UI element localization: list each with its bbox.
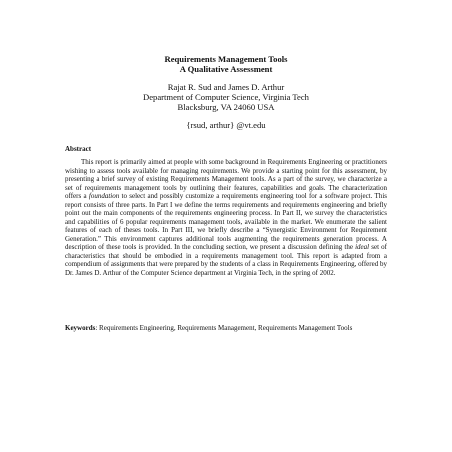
abstract-text: This report is primarily aimed at people with some background in Requirements Engineering or practitioners wishing to assess tools available for managing requirements. We provide a starting point for this assessment, by presenting a brief survey of existing Requirements Management tools. As a part of the survey, we characterize a set of requirements management tools by outlining their features, capabilities and goals. The characterization offers a [65, 158, 387, 200]
keywords [65, 324, 387, 333]
paper-title [0, 54, 452, 74]
abstract-text: set of characteristics that should be embodied in a requirements management tool. This report is adapted from a compendium of assignments that were prepared by the students of a class in Requirements Engineering, offered by Dr. James D. Arthur of the Computer Science department at Virginia Tech, in the spring of 2002. [65, 243, 388, 277]
subtitle-line: A Qualitative Assessment [179, 64, 273, 74]
title-line: Requirements Management Tools [164, 54, 288, 64]
abstract-heading: Abstract [65, 145, 92, 153]
author-names: Rajat R. Sud and James D. Arthur [167, 82, 285, 92]
keywords-label: Keywords [65, 324, 96, 332]
abstract-emphasis-ideal: ideal [355, 243, 370, 251]
title-block [0, 54, 452, 130]
author-address: Blacksburg, VA 24060 USA [177, 102, 275, 112]
keywords-text: : Requirements Engineering, Requirements Management, Requirements Management Tools [95, 324, 353, 332]
abstract-body [65, 158, 387, 277]
author-emails: {rsud, arthur} @vt.edu [186, 120, 266, 130]
abstract-text: to select and possibly customize a requirements engineering tool for a software project. This report consists of three parts. In Part I we define the terms requirements and requirements engineering and briefly point out the main components of the requirements engineering process. In Part II, we survey the characteristics and capabilities of 6 popular requirements management tools, available in the market. We enumerate the salient features of each of theses tools. In Part III, we briefly describe a “Synergistic Environment for Requirement Generation.” This environment captures additional tools augmenting the requirements generation process. A description of these tools is provided. In the concluding section, we present a discussion defining the [65, 192, 387, 251]
abstract-emphasis-foundation: foundation [88, 192, 120, 200]
author-block [0, 82, 452, 112]
author-affiliation: Department of Computer Science, Virginia Tech [143, 92, 309, 102]
